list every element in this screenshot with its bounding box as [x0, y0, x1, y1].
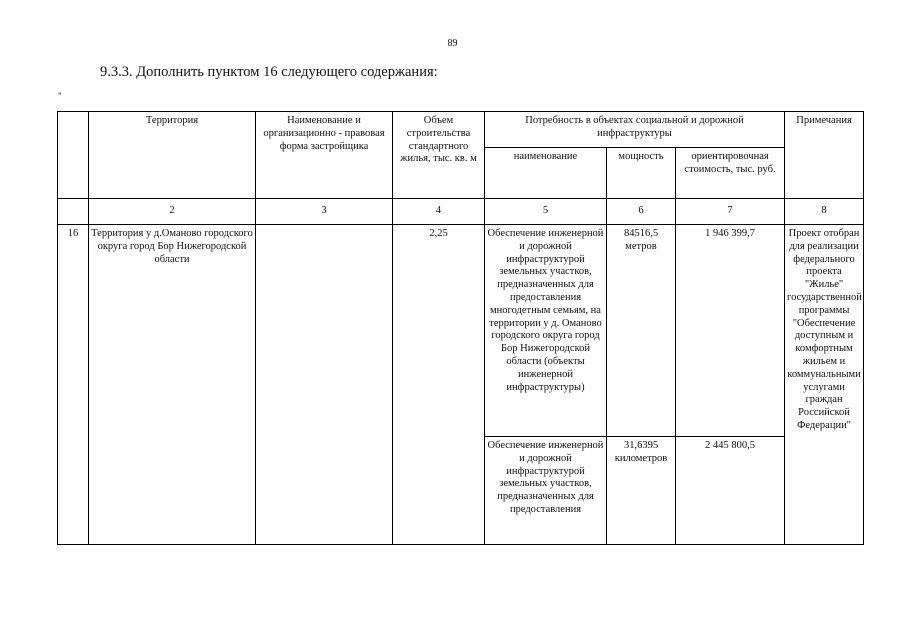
table-row — [58, 225, 864, 437]
item-capacity: 31,6395 километров — [607, 437, 676, 545]
header-needs-capacity: мощность — [607, 148, 676, 199]
header-volume: Объем строительства стандартного жилья, тыс. кв. м — [393, 112, 485, 199]
column-number-row — [58, 199, 864, 225]
column-number: 5 — [485, 199, 607, 225]
item-cost: 2 445 800,5 — [676, 437, 785, 545]
header-developer: Наименование и организационно - правовая форма застройщика — [256, 112, 393, 199]
item-name: Обеспечение инженерной и дорожной инфраструктурой земельных участков, предназначенных для предоставления многодетным семьям, на территории у д. Оманово городского округа город Бор Нижегородской области (объекты инженерной инфраструктуры) — [485, 225, 607, 437]
row-territory: Территория у д.Оманово городского округа город Бор Нижегородской области — [89, 225, 256, 545]
header-needs-name: наименование — [485, 148, 607, 199]
column-number: 8 — [785, 199, 864, 225]
header-needs: Потребность в объектах социальной и дорожной инфраструктуры — [485, 112, 785, 148]
column-number: 2 — [89, 199, 256, 225]
item-cost: 1 946 399,7 — [676, 225, 785, 437]
row-developer — [256, 225, 393, 545]
opening-quote-mark: " — [58, 91, 62, 101]
column-number: 3 — [256, 199, 393, 225]
header-notes: Примечания — [785, 112, 864, 199]
row-volume: 2,25 — [393, 225, 485, 545]
column-number-empty — [58, 199, 89, 225]
infrastructure-table — [57, 111, 864, 545]
page-number: 89 — [447, 38, 458, 49]
column-number: 6 — [607, 199, 676, 225]
header-row-1 — [58, 112, 864, 148]
column-number: 4 — [393, 199, 485, 225]
header-territory: Территория — [89, 112, 256, 199]
item-name-cell — [485, 437, 607, 545]
item-capacity: 84516,5 метров — [607, 225, 676, 437]
item-name: Обеспечение инженерной и дорожной инфраструктурой земельных участков, предназначенных для предоставления — [487, 440, 604, 515]
section-heading: 9.3.3. Дополнить пунктом 16 следующего содержания: — [100, 64, 438, 80]
column-number: 7 — [676, 199, 785, 225]
row-notes: Проект отобран для реализации федерального проекта "Жилье" государственной программы "Обеспечение доступным и комфортным жильем и коммунальными услугами граждан Российской Федерации" — [785, 225, 864, 545]
row-number: 16 — [58, 225, 89, 545]
header-needs-cost: ориентировочная стоимость, тыс. руб. — [676, 148, 785, 199]
header-number-cell — [58, 112, 89, 199]
